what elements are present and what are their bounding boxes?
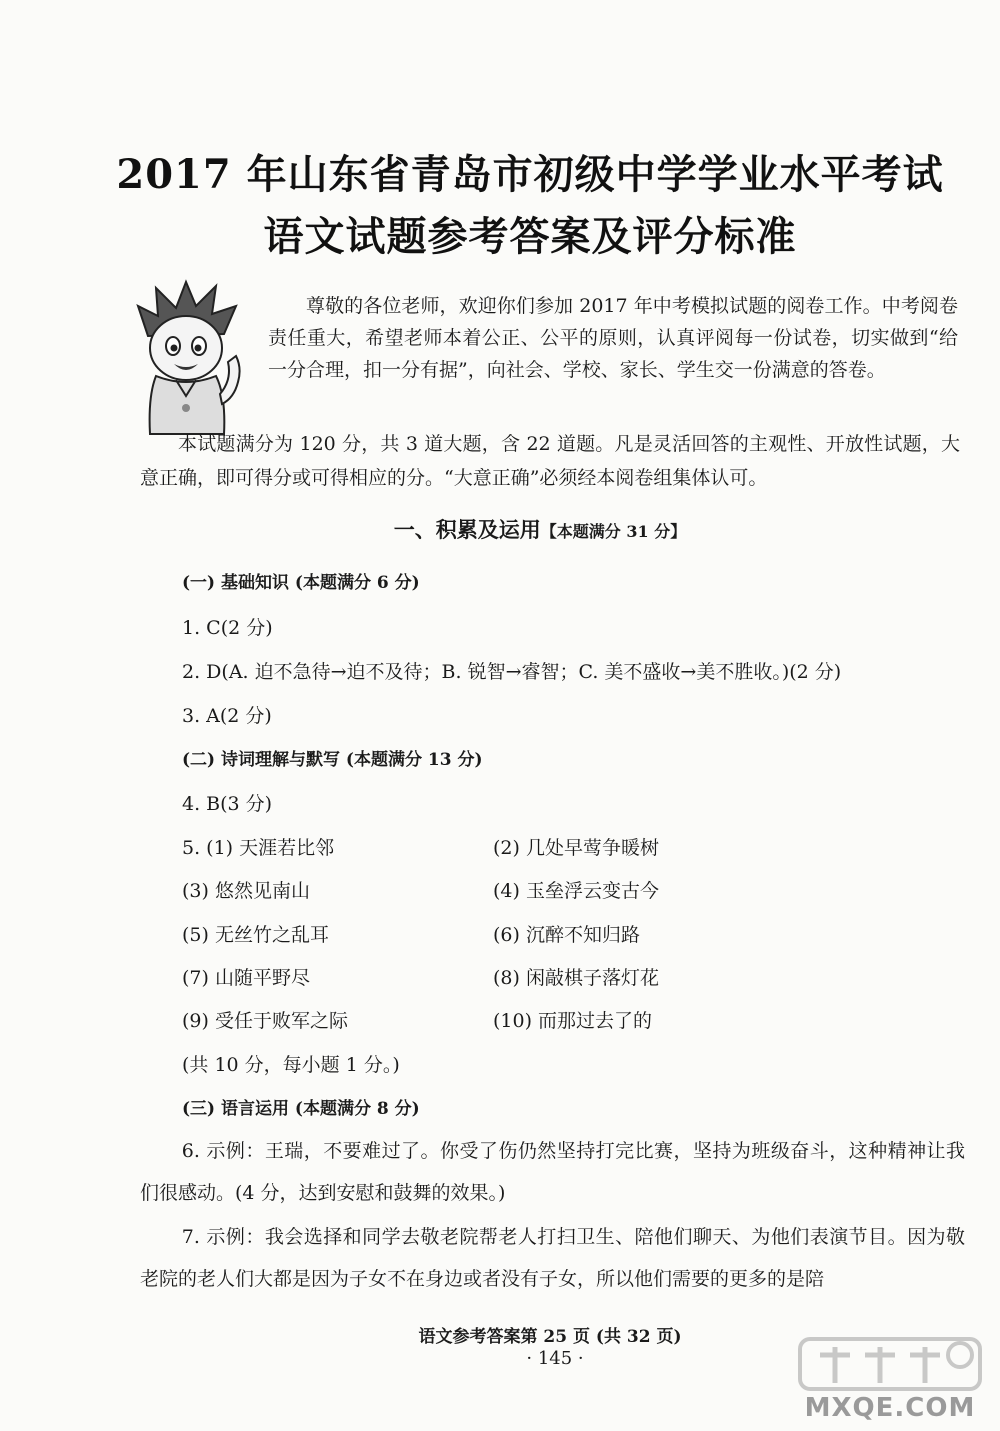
answer-6: 6. 示例：王瑞，不要难过了。你受了伤仍然坚持打完比赛，坚持为班级奋斗，这种精神让我们很感动。(4 分，达到安慰和鼓舞的效果。)	[140, 1140, 965, 1204]
answer-7: 7. 示例：我会选择和同学去敬老院帮老人打扫卫生、陪他们聊天、为他们表演节目。因为敬老院的老人们大都是因为子女不在身边或者没有子女，所以他们需要的更多的是陪	[140, 1226, 965, 1290]
answer-2: 2. D(A. 迫不急待→迫不及待；B. 锐智→睿智；C. 美不盛收→美不胜收。)(2 分)	[182, 661, 842, 683]
page-number: · 145 ·	[526, 1348, 584, 1369]
answer-5-3: (3) 悠然见南山	[182, 880, 310, 902]
intro-paragraph: 尊敬的各位老师，欢迎你们参加 2017 年中考模拟试题的阅卷工作。中考阅卷责任重大，希望老师本着公正、公平的原则，认真评阅每一份试卷，切实做到“给一分合理，扣一分有据”，向社会、学校、家长、学生交一份满意的答卷。	[268, 295, 958, 381]
part-3-heading: (三) 语言运用 (本题满分 8 分)	[182, 1099, 420, 1119]
title-line-1: 2017 年山东省青岛市初级中学学业水平考试	[116, 151, 944, 198]
answer-5-4: (4) 玉垒浮云变古今	[493, 880, 659, 902]
section-1-title	[0, 514, 1000, 544]
section-1-score: 【本题满分 31 分】	[540, 522, 687, 541]
part-1-heading: (一) 基础知识 (本题满分 6 分)	[182, 573, 420, 593]
watermark-site: MXQE.COM	[804, 1393, 976, 1423]
answer-3: 3. A(2 分)	[182, 705, 272, 727]
answer-5-8: (8) 闲敲棋子落灯花	[493, 967, 659, 989]
answer-5-9: (9) 受任于败军之际	[182, 1010, 348, 1032]
answer-5-1: 5. (1) 天涯若比邻	[182, 837, 335, 859]
answer-5-note: (共 10 分，每小题 1 分。)	[182, 1054, 400, 1076]
answer-4: 4. B(3 分)	[182, 793, 273, 815]
answer-5-6: (6) 沉醉不知归路	[493, 924, 640, 946]
section-1-title-text: 一、积累及运用	[393, 517, 541, 542]
instructions-paragraph: 本试题满分为 120 分，共 3 道大题，含 22 道题。凡是灵活回答的主观性、开放性试题，大意正确，即可得分或可得相应的分。“大意正确”必须经本阅卷组集体认可。	[140, 433, 960, 489]
part-2-heading: (二) 诗词理解与默写 (本题满分 13 分)	[182, 750, 483, 770]
title-line-2: 语文试题参考答案及评分标准	[263, 213, 797, 260]
page-info: 语文参考答案第 25 页 (共 32 页)	[418, 1327, 682, 1347]
answer-5-2: (2) 几处早莺争暖树	[493, 837, 659, 859]
answer-1: 1. C(2 分)	[182, 617, 273, 639]
answer-5-7: (7) 山随平野尽	[182, 967, 310, 989]
mascot-icon	[128, 276, 246, 436]
answer-5-5: (5) 无丝竹之乱耳	[182, 924, 329, 946]
answer-5-10: (10) 而那过去了的	[493, 1010, 653, 1032]
